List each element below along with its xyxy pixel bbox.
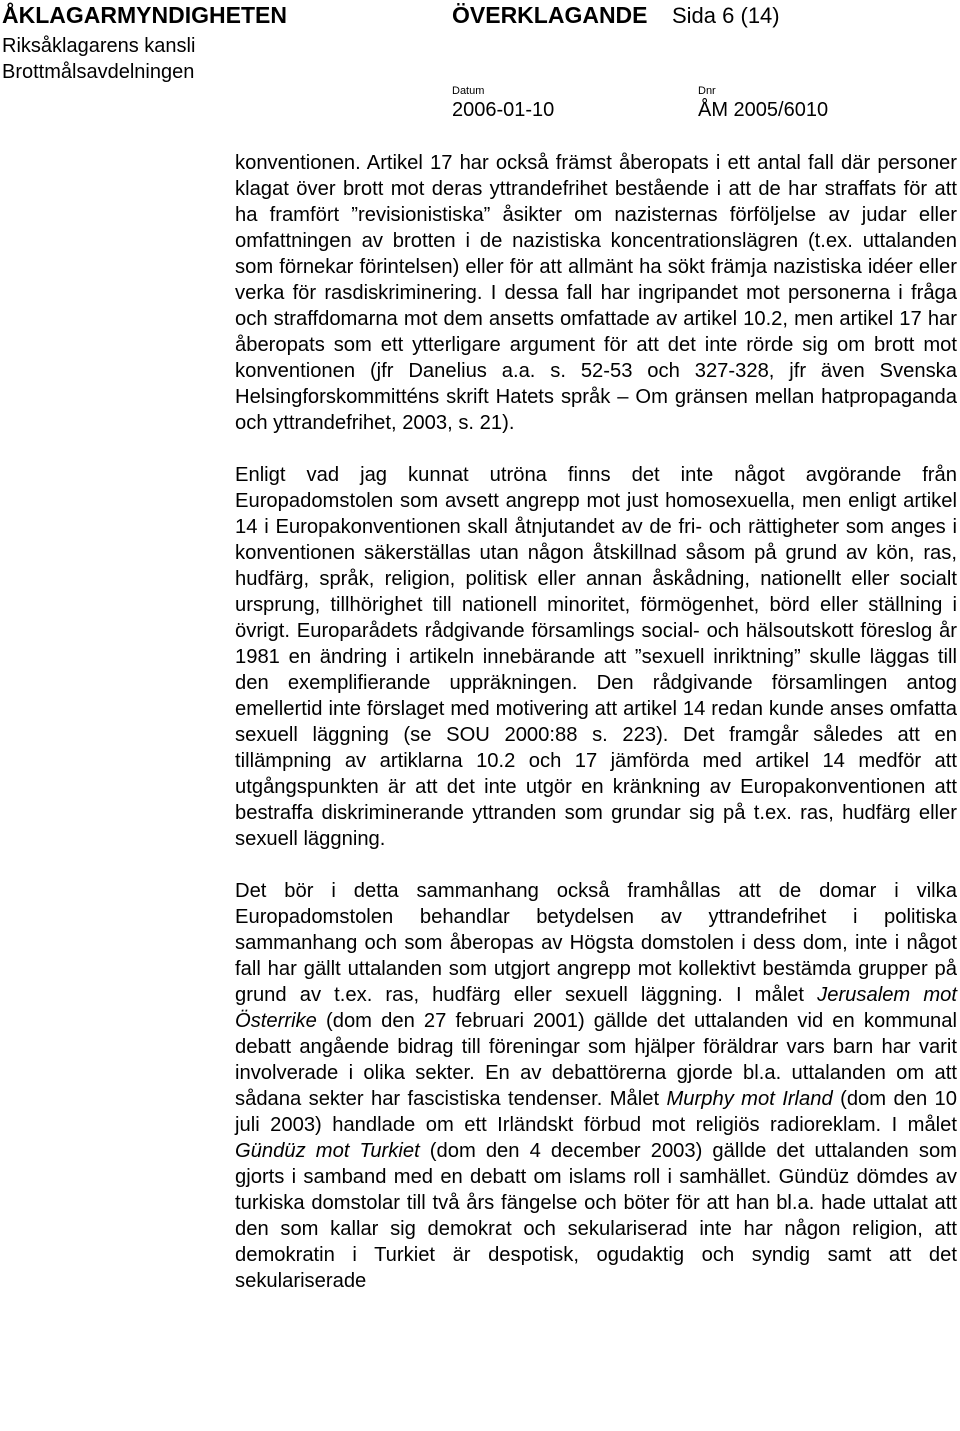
case-name-gunduz: Gündüz mot Turkiet	[235, 1140, 420, 1162]
paragraph-2: Enligt vad jag kunnat utröna finns det inte något avgörande från Europadomstolen som avsett angrepp mot just homosexuella, men enligt artikel 14 i Europakonventionen skall åtnjutandet av de fri- och rättigheter som anges i konventionen säkerställas utan någon åtskillnad såsom på grund av kön, ras, hudfärg, språk, religion, politisk eller annan åskådning, nationellt eller socialt ursprung, tillhörighet till nationell minoritet, förmögenhet, börd eller ställning i övrigt. Europarådets rådgivande församlings social- och hälsoutskott föreslog år 1981 en ändring i artikeln innebärande att ”sexuell inriktning” skulle läggas till den exemplifierande uppräkningen. Den rådgivande församlingen antog emellertid inte förslaget med motivering att artikel 14 redan kunde anses omfatta sexuell läggning (se SOU 2000:88 s. 223). Det framgår således att en tillämpning av artiklarna 10.2 och 17 jämförda med artikel 14 medför att utgångspunkten är att det inte utgör en kränkning av Europakonventionen att bestraffa diskriminerande yttranden som grundar sig på t.ex. ras, hudfärg eller sexuell läggning.	[235, 464, 957, 850]
date-value: 2006-01-10	[452, 99, 555, 121]
division-name: Brottmålsavdelningen	[2, 61, 195, 83]
page-number: Sida 6 (14)	[672, 3, 780, 28]
organization-name: ÅKLAGARMYNDIGHETEN	[2, 2, 287, 28]
case-name-jerusalem: Jerusalem mot Österrike	[235, 984, 957, 1032]
paragraph-3-text-c: (dom den 10 juli 2003) handlade om ett Irländskt förbud mot religiös radioreklam. I målet	[235, 1088, 958, 1136]
document-type: ÖVERKLAGANDE	[452, 2, 648, 28]
date-label: Datum	[452, 85, 485, 97]
paragraph-3-text-a: Det bör i detta sammanhang också framhållas att de domar i vilka Europadomstolen behandlar betydelsen av yttrandefrihet i politiska sammanhang och som åberopas av Högsta domstolen i dess dom, inte i något fall har gällt uttalanden som utgjort angrepp mot kollektivt bestämda grupper på grund av t.ex. ras, hudfärg eller sexuell läggning. I målet	[235, 880, 957, 1006]
dnr-label: Dnr	[698, 85, 716, 97]
case-name-murphy: Murphy mot Irland	[666, 1088, 833, 1110]
document-body	[235, 150, 957, 1294]
paragraph-1: konventionen. Artikel 17 har också främst åberopats i ett antal fall där personer klagat över brott mot deras yttrandefrihet bestående i att de har straffats för att ha framfört ”revisionistiska” åsikter om nazisternas förföljelse av judar eller omfattningen av brotten i de nazistiska koncentrationslägren (t.ex. uttalanden som förnekar förintelsen) eller för att allmänt ha sökt främja nazistiska idéer eller verka för rasdiskriminering. I dessa fall har ingripandet mot personerna i fråga och straffdomarna mot dem ansetts omfattade av artikel 10.2, men artikel 17 har åberopats som ett ytterligare argument för att det inte rörde sig om brott mot konventionen (jfr Danelius a.a. s. 52-53 och 327-328, jfr även Svenska Helsingforskommitténs skrift Hatets språk – Om gränsen mellan hatpropaganda och yttrandefrihet, 2003, s. 21).	[235, 152, 957, 434]
department-name: Riksåklagarens kansli	[2, 35, 196, 57]
paragraph-3-text-b: (dom den 27 februari 2001) gällde det uttalanden vid en kommunal debatt angående bidrag till föreningar som hjälper föräldrar vars barn har varit involverade i olika sekter. En av debattörerna gjorde bl.a. uttalanden om att sådana sekter har fascistiska tendenser. Målet	[235, 1010, 957, 1110]
paragraph-3	[235, 878, 957, 1294]
dnr-value: ÅM 2005/6010	[698, 99, 829, 121]
paragraph-3-text-d: (dom den 4 december 2003) gällde det uttalanden som gjorts i samband med en debatt om islams roll i samhället. Gündüz dömdes av turkiska domstolar till två års fängelse och böter för att han bl.a. hade uttalat att den som kallar sig demokrat och sekulariserad inte har någon religion, att demokratin i Turkiet är despotisk, ogudaktig och syndig samt att det sekulariserade	[235, 1140, 957, 1292]
